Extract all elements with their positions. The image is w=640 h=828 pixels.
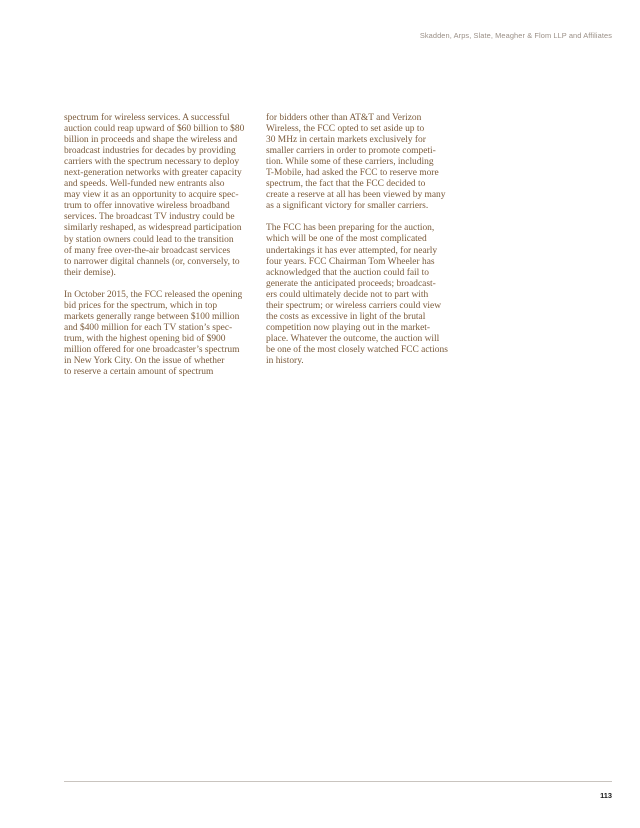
text-line: in New York City. On the issue of whether xyxy=(64,355,225,366)
text-line: by station owners could lead to the transition xyxy=(64,234,234,245)
text-line: trum to offer innovative wireless broadband xyxy=(64,201,230,212)
text-line: the costs as excessive in light of the brutal xyxy=(266,311,426,322)
text-line: competition now playing out in the market- xyxy=(266,322,431,333)
paragraph xyxy=(266,223,462,367)
text-line: ers could ultimately decide not to part with xyxy=(266,289,429,300)
text-line: place. Whatever the outcome, the auction will xyxy=(266,333,440,344)
paragraph xyxy=(64,113,260,279)
footer-divider xyxy=(64,781,612,782)
text-line: billion in proceeds and shape the wireless and xyxy=(64,135,238,146)
text-line: T-Mobile, had asked the FCC to reserve more xyxy=(266,168,439,179)
text-line: to reserve a certain amount of spectrum xyxy=(64,367,214,378)
text-line: smaller carriers in order to promote competi- xyxy=(266,146,436,157)
text-line: services. The broadcast TV industry could be xyxy=(64,212,235,223)
text-line: acknowledged that the auction could fail to xyxy=(266,267,430,278)
text-line: and $400 million for each TV station’s spec- xyxy=(64,322,233,333)
text-line: markets generally range between $100 million xyxy=(64,311,240,322)
text-line: be one of the most closely watched FCC actions xyxy=(266,344,448,355)
text-line: their spectrum; or wireless carriers could view xyxy=(266,300,442,311)
text-line: of many free over-the-air broadcast services xyxy=(64,245,231,256)
text-line: for bidders other than AT&T and Verizon xyxy=(266,113,422,123)
page-number: 113 xyxy=(600,791,612,800)
text-line: generate the anticipated proceeds; broadcast- xyxy=(266,278,436,289)
text-line: trum, with the highest opening bid of $900 xyxy=(64,333,226,344)
text-line: 30 MHz in certain markets exclusively for xyxy=(266,135,426,146)
right-column xyxy=(266,113,462,378)
text-line: and speeds. Well-funded new entrants also xyxy=(64,179,225,190)
text-line: as a significant victory for smaller carriers. xyxy=(266,201,429,212)
text-line: spectrum for wireless services. A successful xyxy=(64,113,230,123)
text-line: carriers with the spectrum necessary to deploy xyxy=(64,157,240,168)
text-line: their demise). xyxy=(64,267,116,278)
text-line: In October 2015, the FCC released the opening xyxy=(64,289,243,300)
left-column xyxy=(64,113,260,389)
text-line: auction could reap upward of $60 billion to $80 xyxy=(64,124,245,135)
paragraph xyxy=(266,113,462,212)
text-line: The FCC has been preparing for the auction, xyxy=(266,223,435,234)
text-line: create a reserve at all has been viewed by many xyxy=(266,190,446,201)
text-line: broadcast industries for decades by providing xyxy=(64,146,236,157)
text-line: spectrum, the fact that the FCC decided to xyxy=(266,179,426,190)
text-line: similarly reshaped, as widespread participation xyxy=(64,223,242,234)
text-line: which will be one of the most complicated xyxy=(266,234,427,245)
text-line: million offered for one broadcaster’s spectrum xyxy=(64,344,240,355)
text-line: next-generation networks with greater capacity xyxy=(64,168,242,179)
text-line: to narrower digital channels (or, conversely, to xyxy=(64,256,240,267)
text-line: undertakings it has ever attempted, for nearly xyxy=(266,245,438,256)
text-line: may view it as an opportunity to acquire spec- xyxy=(64,190,239,201)
text-line: bid prices for the spectrum, which in top xyxy=(64,300,218,311)
paragraph xyxy=(64,290,260,378)
header-firm-name: Skadden, Arps, Slate, Meagher & Flom LLP and Affiliates xyxy=(419,31,612,40)
text-line: tion. While some of these carriers, including xyxy=(266,157,434,168)
text-line: Wireless, the FCC opted to set aside up to xyxy=(266,124,425,135)
text-line: four years. FCC Chairman Tom Wheeler has xyxy=(266,256,435,267)
text-line: in history. xyxy=(266,355,304,366)
